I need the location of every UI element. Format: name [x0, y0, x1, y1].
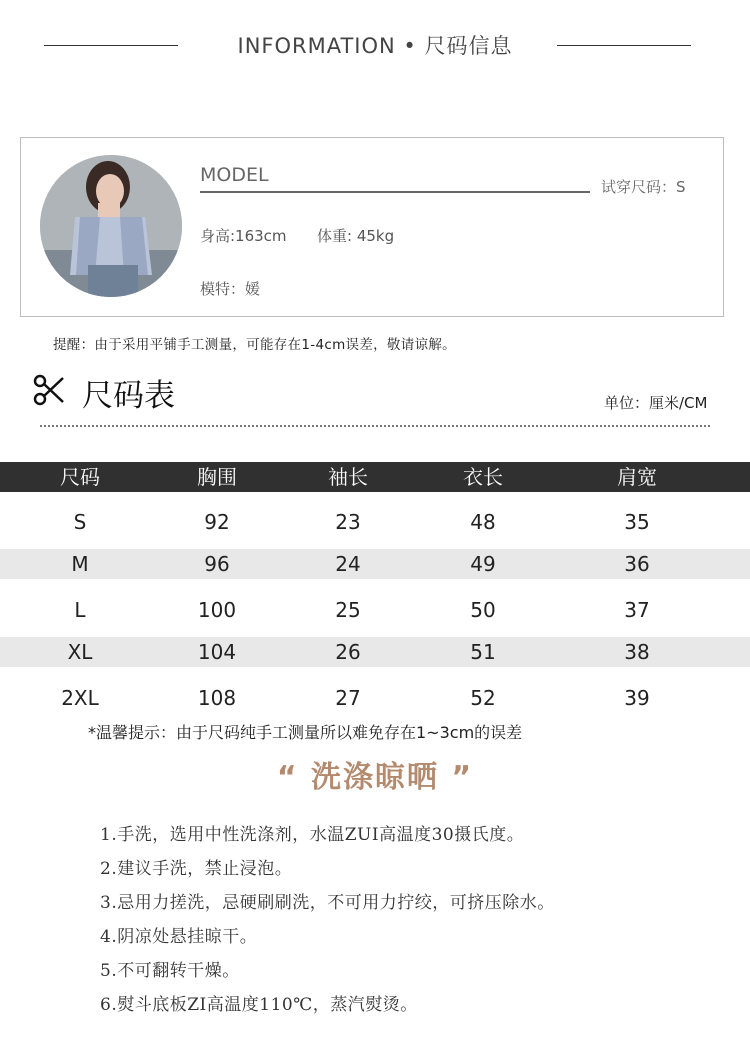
- tryon-size: 试穿尺码：S: [601, 178, 686, 196]
- table-header: [0, 462, 750, 492]
- cell-sleeve: 25: [335, 598, 361, 622]
- cell-chest: 96: [204, 552, 230, 576]
- size-chart-title: 尺码表: [82, 378, 175, 414]
- table-row: [0, 676, 750, 720]
- cell-size: XL: [67, 640, 93, 664]
- header-shoulder: 肩宽: [617, 465, 657, 489]
- table-row: [0, 549, 750, 579]
- cell-size: 2XL: [61, 686, 99, 710]
- model-card: [20, 137, 724, 317]
- header-length: 衣长: [463, 465, 503, 489]
- table-row: [0, 500, 750, 544]
- model-photo: [40, 155, 182, 297]
- care-title: “ 洗涤晾晒 ”: [276, 760, 474, 795]
- header-sleeve: 袖长: [328, 465, 368, 489]
- list-item: 5.不可翻转干燥。: [100, 961, 240, 981]
- page-title: INFORMATION • 尺码信息: [237, 34, 513, 58]
- care-list: [100, 818, 555, 1022]
- size-table: [0, 462, 750, 710]
- list-item: 6.熨斗底板ZI高温度110℃，蒸汽熨烫。: [100, 995, 418, 1015]
- table-row: [0, 588, 750, 632]
- cell-sleeve: 23: [335, 510, 361, 534]
- cell-shoulder: 39: [624, 686, 650, 710]
- unit-label: 单位：厘米/CM: [604, 394, 708, 412]
- header-left-rule: [44, 45, 178, 46]
- cell-chest: 92: [204, 510, 230, 534]
- cell-length: 49: [470, 552, 496, 576]
- cell-chest: 108: [197, 686, 237, 710]
- cell-length: 50: [470, 598, 496, 622]
- cell-sleeve: 27: [335, 686, 361, 710]
- model-height: 身高:163cm: [200, 227, 287, 245]
- cell-shoulder: 37: [624, 598, 650, 622]
- measurement-reminder: 提醒：由于采用平铺手工测量，可能存在1-4cm误差，敬请谅解。: [53, 337, 456, 353]
- size-tip: *温馨提示：由于尺码纯手工测量所以难免存在1~3cm的误差: [88, 723, 523, 742]
- cell-size: M: [71, 552, 89, 576]
- cell-size: L: [74, 598, 86, 622]
- table-row: [0, 637, 750, 667]
- cell-length: 48: [470, 510, 496, 534]
- list-item: 3.忌用力搓洗，忌硬刷刷洗，不可用力拧绞，可挤压除水。: [100, 893, 555, 913]
- model-photo-illustration: [40, 155, 182, 297]
- cell-shoulder: 36: [624, 552, 650, 576]
- cell-chest: 100: [197, 598, 237, 622]
- cell-sleeve: 24: [335, 552, 361, 576]
- dotted-divider: [40, 425, 710, 427]
- header-chest: 胸围: [197, 465, 237, 489]
- header-size: 尺码: [60, 465, 100, 489]
- scissors-icon: [33, 374, 65, 406]
- cell-chest: 104: [197, 640, 237, 664]
- model-name: 模特：媛: [200, 280, 261, 298]
- header-right-rule: [557, 45, 691, 46]
- model-underline: [200, 191, 590, 193]
- model-weight: 体重: 45kg: [317, 227, 395, 245]
- cell-length: 52: [470, 686, 496, 710]
- list-item: 1.手洗，选用中性洗涤剂，水温ZUI高温度30摄氏度。: [100, 825, 525, 845]
- cell-size: S: [73, 510, 87, 534]
- list-item: 2.建议手洗，禁止浸泡。: [100, 859, 293, 879]
- model-label: MODEL: [200, 164, 269, 186]
- cell-shoulder: 35: [624, 510, 650, 534]
- list-item: 4.阴凉处悬挂晾干。: [100, 927, 258, 947]
- cell-sleeve: 26: [335, 640, 361, 664]
- cell-shoulder: 38: [624, 640, 650, 664]
- cell-length: 51: [470, 640, 496, 664]
